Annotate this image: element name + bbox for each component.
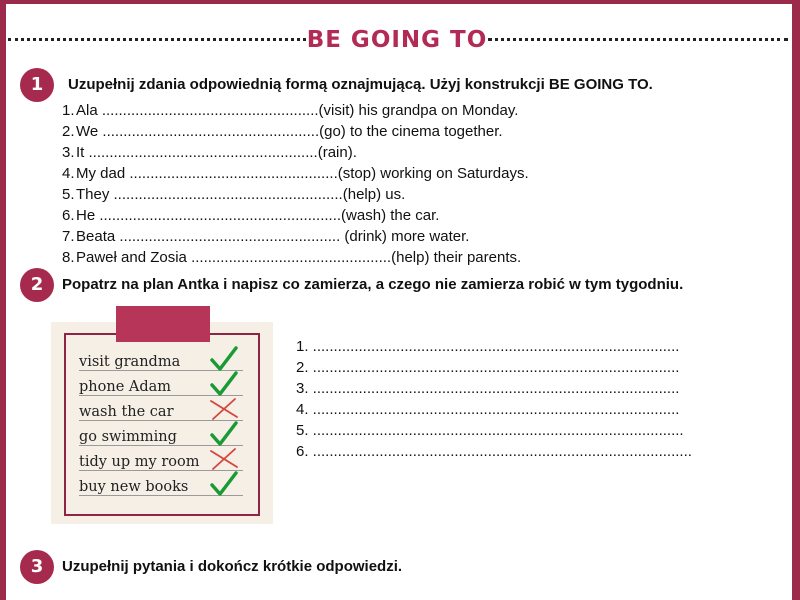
plan-item: go swimming (79, 421, 243, 446)
worksheet (6, 4, 792, 600)
plan-item: phone Adam (79, 371, 243, 396)
answer-line[interactable]: 3. ........................................................................................ (296, 380, 680, 397)
list-item: 1.Ala ....................................................(visit) his grandpa on Monday. (62, 102, 519, 119)
list-item: 8.Paweł and Zosia ................................................(help) their parents. (62, 249, 522, 266)
cross-icon (209, 395, 239, 423)
list-item: 5.They .......................................................(help) us. (62, 186, 406, 203)
exercise-3-instruction: Uzupełnij pytania i dokończ krótkie odpowiedzi. (62, 558, 403, 575)
check-icon (209, 370, 239, 398)
exercise-1-list (62, 100, 529, 268)
check-icon (209, 420, 239, 448)
tape-decoration (116, 306, 210, 342)
dotted-divider-right (488, 38, 788, 41)
list-item: 7.Beata ..................................................... (drink) more water. (62, 228, 470, 245)
list-item: 3.It .......................................................(rain). (62, 144, 357, 161)
exercise-2-number: 2 (20, 268, 54, 302)
header (6, 26, 792, 56)
answer-line[interactable]: 6. ........................................................................................... (296, 443, 692, 460)
plan-item: wash the car (79, 396, 243, 421)
plan-card (51, 322, 273, 524)
plan-item: tidy up my room (79, 446, 243, 471)
answer-line[interactable]: 4. ........................................................................................ (296, 401, 680, 418)
exercise-3-number: 3 (20, 550, 54, 584)
check-icon (209, 345, 239, 373)
dotted-divider-left (8, 38, 306, 41)
exercise-2-answer-lines (296, 336, 692, 462)
plan-item: buy new books (79, 471, 243, 496)
answer-line[interactable]: 2. ........................................................................................ (296, 359, 680, 376)
exercise-2-instruction: Popatrz na plan Antka i napisz co zamierza, a czego nie zamierza robić w tym tygodniu. (62, 276, 684, 293)
cross-icon (209, 445, 239, 473)
exercise-1-instruction: Uzupełnij zdania odpowiednią formą oznajmującą. Użyj konstrukcji BE GOING TO. (68, 76, 653, 93)
list-item: 6.He ..........................................................(wash) the car. (62, 207, 440, 224)
answer-line[interactable]: 1. ........................................................................................ (296, 338, 680, 355)
answer-line[interactable]: 5. ......................................................................................... (296, 422, 684, 439)
exercise-1-number: 1 (20, 68, 54, 102)
page-title: BE GOING TO (306, 27, 488, 53)
list-item: 4.My dad ..................................................(stop) working on Saturdays. (62, 165, 529, 182)
check-icon (209, 470, 239, 498)
list-item: 2.We ....................................................(go) to the cinema together. (62, 123, 503, 140)
plan-item: visit grandma (79, 346, 243, 371)
